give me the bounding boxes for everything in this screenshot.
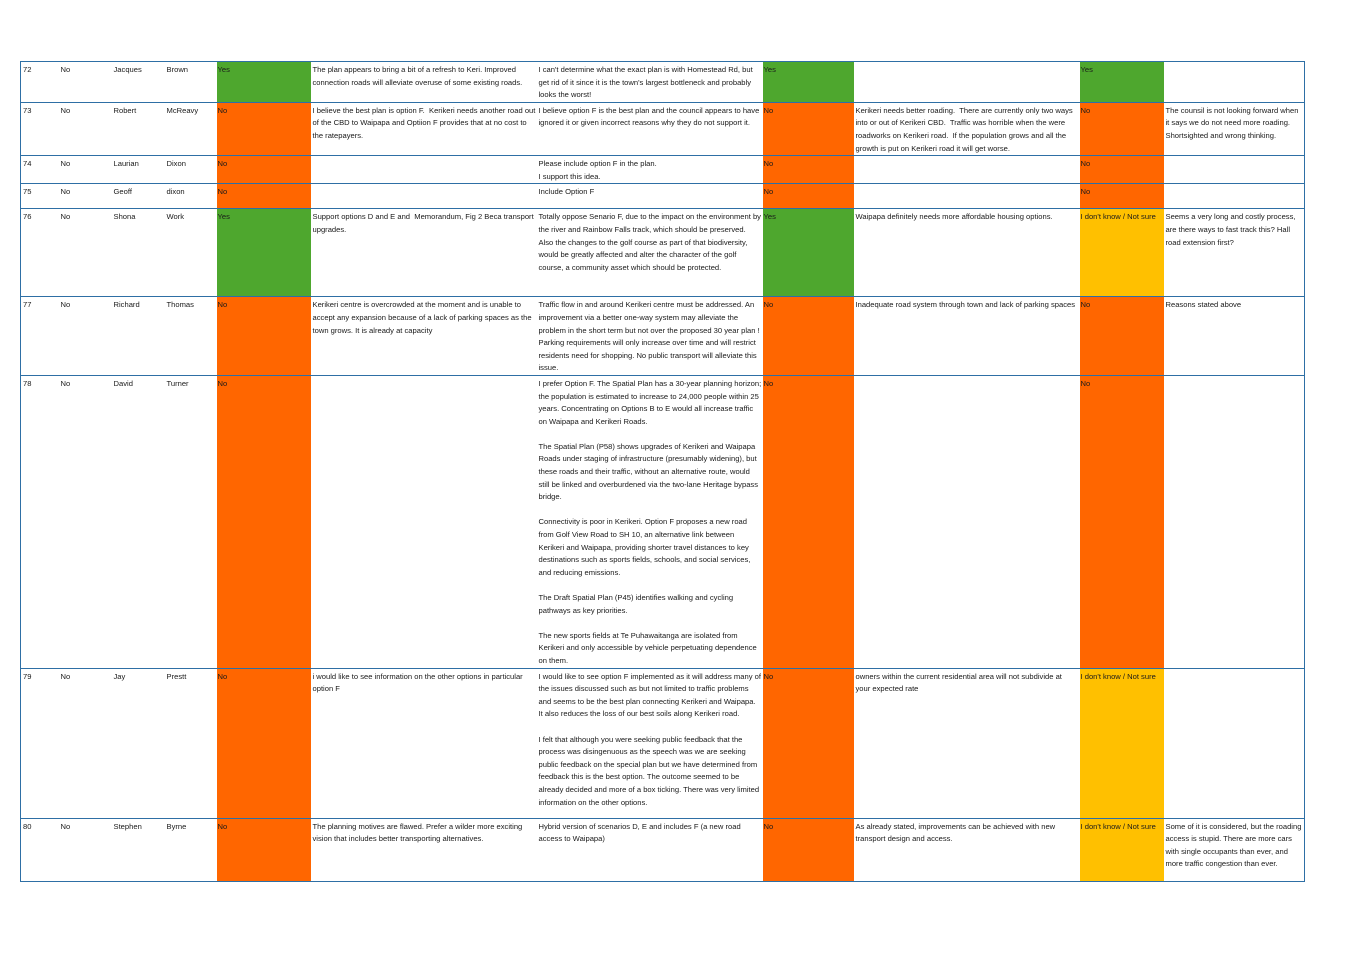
comment-4 xyxy=(1164,375,1305,668)
selection-3: No xyxy=(1080,297,1164,376)
comment-2: Hybrid version of scenarios D, E and includes F (a new road access to Waipapa) xyxy=(538,821,743,844)
comment-3 xyxy=(854,62,1080,103)
selection-3: No xyxy=(1080,156,1164,184)
comment-1 xyxy=(311,184,537,209)
selection-1: No xyxy=(217,818,311,881)
selection-3: No xyxy=(1080,184,1164,209)
flag-cell: No xyxy=(60,65,71,74)
comment-4 xyxy=(1164,668,1305,818)
last-name: Brown xyxy=(166,65,189,74)
comment-2: I prefer Option F. The Spatial Plan has a 30-year planning horizon; the population is estimated to increase to 24,000 people within 25 years. Concentrating on Options B to E would all increase traffic on Waipapa and Kerikeri Roads. The Spatial Plan (P58) shows upgrades of Kerikeri and Waipapa Roads under staging of infrastructure (presumably widening), but these roads and their traffic, without an alternative route, would still be linked and overburdened via the two-lane Heritage bypass bridge. Connectivity is poor in Kerikeri. Option F proposes a new road from Golf View Road to SH 10, an alternative link between Kerikeri and Waipapa, providing shorter travel distances to key destinations such as sports fields, schools, and social services, and reducing emissions. The Draft Spatial Plan (P45) identifies walking and cycling pathways as key priorities. The new sports fields at Te Puhawaitanga are isolated from Kerikeri and only accessible by vehicle perpetuating dependence on them. xyxy=(538,378,762,665)
row-number: 79 xyxy=(21,668,59,818)
row-number: 75 xyxy=(21,184,59,209)
selection-2: No xyxy=(763,818,854,881)
response-table xyxy=(20,61,1305,882)
row-number: 77 xyxy=(21,297,59,376)
last-name: Byrne xyxy=(166,821,187,831)
comment-3: owners within the current residential area will not subdivide at your expected rate xyxy=(855,671,1065,694)
selection-3: I don't know / Not sure xyxy=(1080,818,1164,881)
table-row xyxy=(21,668,1305,818)
row-number: 78 xyxy=(21,375,59,668)
row-number: 80 xyxy=(21,818,59,881)
selection-2: Yes xyxy=(763,62,854,103)
table-row xyxy=(21,184,1305,209)
last-name: Thomas xyxy=(166,300,194,310)
first-name: Jacques xyxy=(113,65,142,74)
table-row xyxy=(21,375,1305,668)
selection-2: No xyxy=(763,375,854,668)
selection-3: I don't know / Not sure xyxy=(1080,209,1164,297)
table-row xyxy=(21,209,1305,297)
comment-2: Please include option F in the plan. I support this idea. xyxy=(538,159,657,181)
selection-3: No xyxy=(1080,375,1164,668)
selection-3: No xyxy=(1080,102,1164,155)
first-name: Richard xyxy=(113,300,140,310)
first-name: Stephen xyxy=(113,821,142,831)
selection-1: No xyxy=(217,297,311,376)
flag-cell: No xyxy=(60,105,71,115)
comment-3 xyxy=(854,375,1080,668)
selection-2: No xyxy=(763,156,854,184)
comment-4: Seems a very long and costly process, are there ways to fast track this? Hall road extension first? xyxy=(1164,209,1305,297)
comment-1: Support options D and E and Memorandum, Fig 2 Beca transport upgrades. xyxy=(312,212,536,234)
comment-3: Inadequate road system through town and lack of parking spaces xyxy=(855,300,1076,310)
first-name: Jay xyxy=(113,671,126,681)
flag-cell: No xyxy=(60,187,71,197)
flag-cell: No xyxy=(60,159,71,169)
first-name: Geoff xyxy=(113,187,132,197)
flag-cell: No xyxy=(60,378,71,388)
selection-2: No xyxy=(763,102,854,155)
last-name: McReavy xyxy=(166,105,199,115)
flag-cell: No xyxy=(60,300,71,310)
comment-4: Reasons stated above xyxy=(1164,297,1305,376)
table-row xyxy=(21,297,1305,376)
comment-4 xyxy=(1164,184,1305,209)
last-name: Prestt xyxy=(166,671,187,681)
row-number: 76 xyxy=(21,209,59,297)
first-name: Shona xyxy=(113,212,136,222)
comment-3: As already stated, improvements can be achieved with new transport design and access. xyxy=(855,821,1058,844)
comment-1: I believe the best plan is option F. Kerikeri needs another road out of the CBD to Waipapa and Optiion F provides that at no cost to the ratepayers. xyxy=(312,105,538,140)
selection-1: Yes xyxy=(217,62,311,103)
selection-3: Yes xyxy=(1080,62,1164,103)
comment-2: Totally oppose Senario F, due to the impact on the environment by the river and Rainbow Falls track, which should be preserved. Also the changes to the golf course as part of that biodiversity, would be greatly affected and alter the character of the golf course, a community asset which should be protected. xyxy=(538,212,761,272)
comment-2: Traffic flow in and around Kerikeri centre must be addressed. An improvement via a better one-way system may alleviate the problem in the short term but not over the proposed 30 year plan ! Parking requirements will only increase over time and will restrict residents need for shopping. No public transport will alleviate this issue. xyxy=(538,300,762,373)
comment-2: I can't determine what the exact plan is with Homestead Rd, but get rid of it since it is the town's largest bottleneck and probably looks the worst! xyxy=(538,65,755,100)
comment-4: The counsil is not looking forward when it says we do not need more roading. Shortsighted and wrong thinking. xyxy=(1164,102,1305,155)
row-number: 74 xyxy=(21,156,59,184)
comment-2: Include Option F xyxy=(538,187,595,197)
comment-1: The plan appears to bring a bit of a refresh to Keri. Improved connection roads will alleviate overuse of some existing roads. xyxy=(312,65,523,87)
first-name: Laurian xyxy=(113,159,139,169)
first-name: Robert xyxy=(113,105,137,115)
selection-2: No xyxy=(763,184,854,209)
flag-cell: No xyxy=(60,212,71,222)
table-row xyxy=(21,156,1305,184)
comment-1: Kerikeri centre is overcrowded at the moment and is unable to accept any expansion because of a lack of parking spaces as the town grows. It is already at capacity xyxy=(312,300,534,335)
comment-1: The planning motives are flawed. Prefer a wilder more exciting vision that includes better transporting alternatives. xyxy=(312,821,525,844)
comment-4 xyxy=(1164,62,1305,103)
selection-2: No xyxy=(763,668,854,818)
flag-cell: No xyxy=(60,671,71,681)
selection-2: Yes xyxy=(763,209,854,297)
selection-1: No xyxy=(217,668,311,818)
comment-1 xyxy=(311,156,537,184)
last-name: Work xyxy=(166,212,185,222)
selection-3: I don't know / Not sure xyxy=(1080,668,1164,818)
comment-1 xyxy=(311,375,537,668)
selection-1: No xyxy=(217,375,311,668)
comment-4: Some of it is considered, but the roading access is stupid. There are more cars with single occupants than ever, and more traffic congestion than ever. xyxy=(1164,818,1305,881)
first-name: David xyxy=(113,378,133,388)
flag-cell: No xyxy=(60,821,71,831)
comment-4 xyxy=(1164,156,1305,184)
row-number: 72 xyxy=(21,62,59,103)
last-name: Dixon xyxy=(166,159,186,169)
selection-1: Yes xyxy=(217,209,311,297)
comment-2: I would like to see option F implemented as it will address many of the issues discussed such as but not limited to traffic problems and seems to be the best plan connecting Kerikeri and Waipapa. It also reduces the loss of our best soils along Kerikeri road. I felt that although you were seeking public feedback that the process was disingenuous as the speech was we are seeking public feedback on the special plan but we have determined from feedback this is the best option. The outcome seemed to be already decided and more of a box ticking. There was very limited information on the other options. xyxy=(538,671,761,807)
table-row xyxy=(21,102,1305,155)
comment-1: i would like to see information on the other options in particular option F xyxy=(312,671,525,694)
comment-3: Kerikeri needs better roading. There are currently only two ways into or out of Kerikeri CBD. Traffic was horrible when the were roadworks on Kerikeri road. If the population grows and all the growth is put on Kerikeri road it will get worse. xyxy=(855,105,1075,153)
comment-3 xyxy=(854,184,1080,209)
table-row xyxy=(21,818,1305,881)
table-row xyxy=(21,62,1305,103)
comment-3 xyxy=(854,156,1080,184)
selection-1: No xyxy=(217,156,311,184)
last-name: dixon xyxy=(166,187,185,197)
last-name: Turner xyxy=(166,378,189,388)
comment-3: Waipapa definitely needs more affordable housing options. xyxy=(855,212,1053,222)
selection-1: No xyxy=(217,184,311,209)
comment-2: I believe option F is the best plan and the council appears to have ignored it or given incorrect reasons why they do not support it. xyxy=(538,105,762,128)
selection-2: No xyxy=(763,297,854,376)
row-number: 73 xyxy=(21,102,59,155)
selection-1: No xyxy=(217,102,311,155)
